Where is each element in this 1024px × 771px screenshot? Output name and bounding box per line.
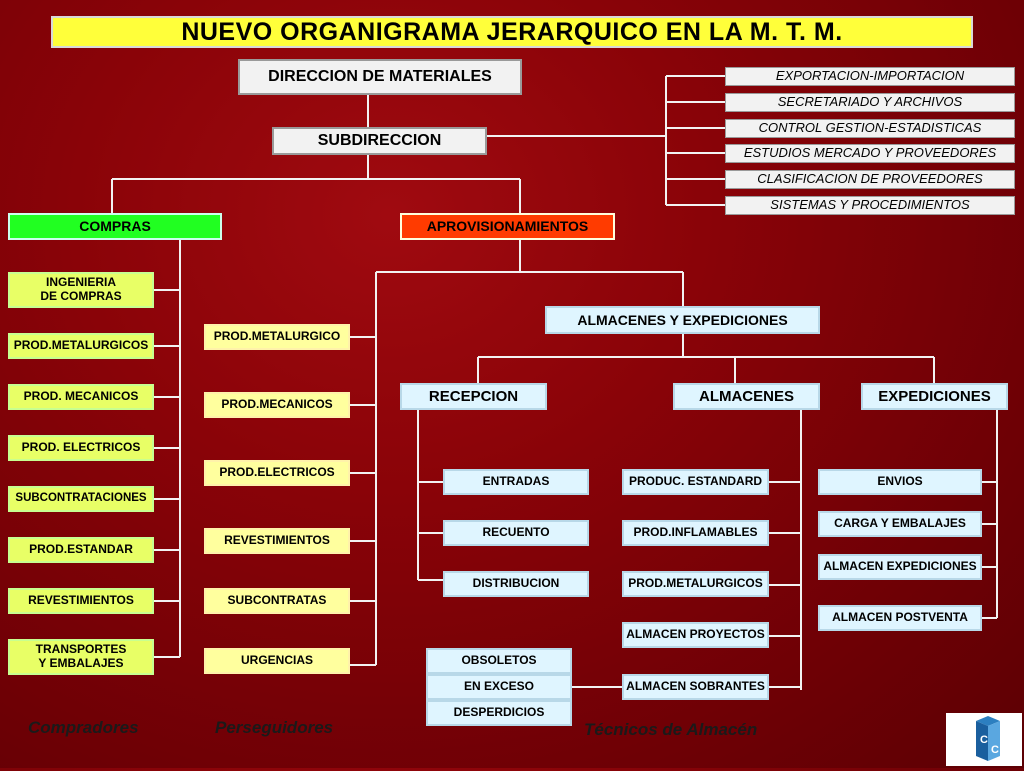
recepcion-item: RECUENTO: [443, 520, 589, 546]
caption-tecnicos: Técnicos de Almacén: [584, 720, 758, 739]
aprov-item: PROD.MECANICOS: [204, 392, 350, 418]
staff-item: SECRETARIADO Y ARCHIVOS: [725, 93, 1015, 112]
node-subdireccion: SUBDIRECCION: [272, 127, 487, 155]
node-compras: COMPRAS: [8, 213, 222, 240]
staff-item: ESTUDIOS MERCADO Y PROVEEDORES: [725, 144, 1015, 163]
expediciones-item: ALMACEN POSTVENTA: [818, 605, 982, 631]
recepcion-item: ENTRADAS: [443, 469, 589, 495]
staff-item: CLASIFICACION DE PROVEEDORES: [725, 170, 1015, 189]
compras-item: PROD.ESTANDAR: [8, 537, 154, 563]
expediciones-item: ENVIOS: [818, 469, 982, 495]
caption-perseguidores: Perseguidores: [215, 718, 334, 737]
compras-item: SUBCONTRATACIONES: [8, 486, 154, 512]
svg-text:C: C: [991, 744, 999, 756]
almacenes-item: PROD.INFLAMABLES: [622, 520, 769, 546]
compras-item: REVESTIMIENTOS: [8, 588, 154, 614]
aprov-item: PROD.ELECTRICOS: [204, 460, 350, 486]
compras-item: PROD. ELECTRICOS: [8, 435, 154, 461]
recepcion-item: DISTRIBUCION: [443, 571, 589, 597]
node-direccion: DIRECCION DE MATERIALES: [238, 59, 522, 95]
node-almacenes-expediciones: ALMACENES Y EXPEDICIONES: [545, 306, 820, 334]
compras-item: INGENIERIA DE COMPRAS: [8, 272, 154, 308]
sobrantes-item: OBSOLETOS: [426, 648, 572, 674]
compras-item: TRANSPORTES Y EMBALAJES: [8, 639, 154, 675]
aprov-item: PROD.METALURGICO: [204, 324, 350, 350]
svg-text:C: C: [980, 734, 988, 746]
almacenes-item: ALMACEN SOBRANTES: [622, 674, 769, 700]
almacenes-item: PROD.METALURGICOS: [622, 571, 769, 597]
almacenes-item: PRODUC. ESTANDARD: [622, 469, 769, 495]
aprov-item: REVESTIMIENTOS: [204, 528, 350, 554]
compras-item: PROD. MECANICOS: [8, 384, 154, 410]
sobrantes-item: DESPERDICIOS: [426, 700, 572, 726]
node-almacenes: ALMACENES: [673, 383, 820, 410]
node-aprovisionamientos: APROVISIONAMIENTOS: [400, 213, 615, 240]
node-expediciones: EXPEDICIONES: [861, 383, 1008, 410]
sobrantes-item: EN EXCESO: [426, 674, 572, 700]
almacenes-item: ALMACEN PROYECTOS: [622, 622, 769, 648]
aprov-item: URGENCIAS: [204, 648, 350, 674]
company-logo: [946, 713, 1022, 766]
staff-item: CONTROL GESTION-ESTADISTICAS: [725, 119, 1015, 138]
expediciones-item: CARGA Y EMBALAJES: [818, 511, 982, 537]
compras-item: PROD.METALURGICOS: [8, 333, 154, 359]
staff-item: EXPORTACION-IMPORTACION: [725, 67, 1015, 86]
expediciones-item: ALMACEN EXPEDICIONES: [818, 554, 982, 580]
aprov-item: SUBCONTRATAS: [204, 588, 350, 614]
caption-compradores: Compradores: [28, 718, 139, 737]
node-recepcion: RECEPCION: [400, 383, 547, 410]
chart-title: NUEVO ORGANIGRAMA JERARQUICO EN LA M. T. M.: [51, 16, 973, 48]
staff-item: SISTEMAS Y PROCEDIMIENTOS: [725, 196, 1015, 215]
